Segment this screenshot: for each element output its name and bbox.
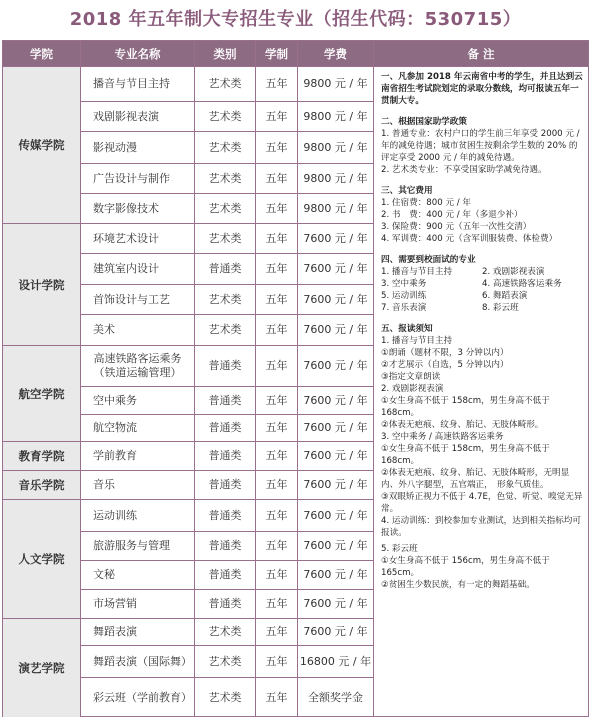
cell-major: 学前教育: [81, 442, 195, 471]
cell-duration: 五年: [256, 532, 298, 561]
cell-duration: 五年: [256, 194, 298, 224]
cell-duration: 五年: [256, 678, 298, 717]
cell-fee: 7600 元 / 年: [298, 254, 374, 285]
notes-item: ①女生身高不低于 156cm，男生身高不低于 165cm。: [381, 556, 550, 578]
cell-category: 普通类: [195, 500, 256, 532]
cell-major: 空中乘务: [81, 387, 195, 415]
notes-item: ②才艺展示（自选，5 分钟以内）: [381, 360, 509, 370]
cell-fee: 7600 元 / 年: [298, 442, 374, 471]
cell-fee: 7600 元 / 年: [298, 285, 374, 315]
cell-duration: 五年: [256, 254, 298, 285]
notes-item: 1. 住宿费：800 元 / 年: [381, 198, 471, 208]
cell-category: 艺术类: [195, 224, 256, 254]
cell-duration: 五年: [256, 224, 298, 254]
cell-duration: 五年: [256, 164, 298, 194]
notes-item: 5. 运动训练: [381, 291, 427, 301]
cell-major: 音乐: [81, 471, 195, 500]
notes-item: 2. 书 费：400 元 / 年（多退少补）: [381, 210, 523, 220]
cell-major: [81, 346, 195, 387]
cell-fee: 7600 元 / 年: [298, 387, 374, 415]
notes-section-3-title: 三、其它费用: [381, 186, 433, 196]
cell-major: 市场营销: [81, 590, 195, 619]
cell-major: 影视动漫: [81, 132, 195, 164]
cell-fee: 7600 元 / 年: [298, 532, 374, 561]
notes-section-4-title: 四、需要到校面试的专业: [381, 255, 476, 265]
cell-fee: 7600 元 / 年: [298, 315, 374, 346]
cell-fee: 9800 元 / 年: [298, 67, 374, 102]
cell-duration: 五年: [256, 102, 298, 132]
cell-duration: 五年: [256, 387, 298, 415]
cell-major: 建筑室内设计: [81, 254, 195, 285]
notes-panel: [375, 67, 588, 717]
notes-item: 7. 音乐表演: [381, 303, 427, 313]
cell-category: 普通类: [195, 415, 256, 442]
notes-item: 1. 播音与节目主持: [381, 336, 453, 346]
header-notes: 备 注: [374, 41, 588, 67]
notes-item: 2. 艺术类专业：不享受国家助学减免待遇。: [381, 165, 547, 175]
cell-fee: 7600 元 / 年: [298, 590, 374, 619]
cell-duration: 五年: [256, 132, 298, 164]
notes-section-5-title: 五、报读须知: [381, 324, 433, 334]
notes-item: 1. 普通专业：农村户口的学生前三年享受 2000 元 / 年的减免待遇；城市贫困生按剩余学生数的 20% 的评定享受 2000 元 / 年的减免待遇。: [381, 129, 580, 163]
cell-major: 运动训练: [81, 500, 195, 532]
cell-fee: 9800 元 / 年: [298, 194, 374, 224]
header-major: 专业名称: [81, 41, 195, 67]
cell-major: 美术: [81, 315, 195, 346]
cell-major: 舞蹈表演: [81, 619, 195, 646]
cell-fee: 7600 元 / 年: [298, 471, 374, 500]
notes-item: 1. 播音与节目主持: [381, 267, 453, 277]
cell-duration: 五年: [256, 442, 298, 471]
notes-item: 3. 空中乘务: [381, 279, 427, 289]
header-duration: 学制: [256, 41, 298, 67]
cell-duration: 五年: [256, 285, 298, 315]
cell-fee: 全额奖学金: [298, 678, 374, 717]
college-education: 教育学院: [3, 442, 81, 471]
admissions-table: [2, 40, 589, 717]
cell-category: 艺术类: [195, 164, 256, 194]
cell-category: 艺术类: [195, 132, 256, 164]
notes-item: ②体表无疤痕、纹身、胎记、无肢体畸形。: [381, 420, 544, 430]
cell-major: 航空物流: [81, 415, 195, 442]
cell-fee: 9800 元 / 年: [298, 164, 374, 194]
notes-item: ①朗诵（题材不限，3 分钟以内）: [381, 348, 509, 358]
cell-fee: 7600 元 / 年: [298, 500, 374, 532]
college-aviation: 航空学院: [3, 346, 81, 442]
notes-item: 3. 空中乘务 / 高速铁路客运乘务: [381, 432, 504, 442]
cell-category: 普通类: [195, 442, 256, 471]
cell-category: 艺术类: [195, 619, 256, 646]
cell-category: 艺术类: [195, 678, 256, 717]
cell-major: 旅游服务与管理: [81, 532, 195, 561]
cell-fee: 9800 元 / 年: [298, 102, 374, 132]
cell-duration: 五年: [256, 346, 298, 387]
cell-major: 环境艺术设计: [81, 224, 195, 254]
cell-fee: 16800 元 / 年: [298, 646, 374, 678]
page-title: 2018 年五年制大专招生专业（招生代码：530715）: [69, 9, 522, 30]
notes-item: ②体表无疤痕、纹身、胎记、无肢体畸形，无明显内、外八字腿型，五官端正， 形象气质佳。: [381, 468, 570, 490]
notes-item: 8. 彩云班: [482, 303, 519, 313]
cell-major: 戏剧影视表演: [81, 102, 195, 132]
cell-major: 数字影像技术: [81, 194, 195, 224]
cell-category: 艺术类: [195, 194, 256, 224]
college-media: 传媒学院: [3, 67, 81, 224]
college-performing-arts: 演艺学院: [3, 619, 81, 717]
cell-fee: 7600 元 / 年: [298, 415, 374, 442]
cell-fee: 7600 元 / 年: [298, 561, 374, 590]
cell-category: 普通类: [195, 346, 256, 387]
cell-category: 普通类: [195, 561, 256, 590]
header-category: 类别: [195, 41, 256, 67]
cell-category: 艺术类: [195, 285, 256, 315]
cell-major: 播音与节目主持: [81, 67, 195, 102]
header-college: 学院: [3, 41, 81, 67]
notes-item: ②贫困生少数民族，有一定的舞蹈基础。: [381, 580, 535, 590]
cell-category: 艺术类: [195, 102, 256, 132]
cell-duration: 五年: [256, 646, 298, 678]
cell-fee: 9800 元 / 年: [298, 132, 374, 164]
notes-item: ③双眼矫正视力不低于 4.7E，色觉、听觉、嗅觉无异常。: [381, 492, 583, 514]
cell-major: 首饰设计与工艺: [81, 285, 195, 315]
notes-item: 4. 高速铁路客运乘务: [482, 279, 562, 289]
cell-duration: 五年: [256, 315, 298, 346]
cell-major: 广告设计与制作: [81, 164, 195, 194]
notes-item: 4. 军训费：400 元（含军训服装费、体检费）: [381, 234, 558, 244]
cell-category: 普通类: [195, 471, 256, 500]
cell-category: 普通类: [195, 387, 256, 415]
notes-item: 2. 戏剧影视表演: [482, 267, 545, 277]
notes-item: ①女生身高不低于 158cm，男生身高不低于 168cm。: [381, 396, 550, 418]
cell-category: 普通类: [195, 590, 256, 619]
cell-major: 文秘: [81, 561, 195, 590]
cell-duration: 五年: [256, 471, 298, 500]
notes-item: 6. 舞蹈表演: [482, 291, 528, 301]
cell-duration: 五年: [256, 619, 298, 646]
cell-duration: 五年: [256, 415, 298, 442]
notes-item: 4. 运动训练：到校参加专业测试，达到相关指标均可报读。: [381, 516, 581, 538]
cell-fee: 7600 元 / 年: [298, 224, 374, 254]
notes-section-2-title: 二、根据国家助学政策: [381, 117, 467, 127]
cell-duration: 五年: [256, 500, 298, 532]
notes-section-1: 一、凡参加 2018 年云南省中考的学生，并且达到云南省招生考试院划定的录取分数线，均可报读五年一贯制大专。: [381, 72, 583, 106]
notes-item: 2. 戏剧影视表演: [381, 384, 444, 394]
cell-category: 普通类: [195, 254, 256, 285]
college-music: 音乐学院: [3, 471, 81, 500]
cell-category: 艺术类: [195, 646, 256, 678]
cell-category: 艺术类: [195, 315, 256, 346]
header-fee: 学费: [298, 41, 374, 67]
college-humanities: 人文学院: [3, 500, 81, 619]
cell-major-line1: 高速铁路客运乘务: [93, 352, 182, 365]
college-design: 设计学院: [3, 224, 81, 346]
cell-category: 艺术类: [195, 67, 256, 102]
notes-item: ③指定文章朗读: [381, 372, 441, 382]
cell-duration: 五年: [256, 561, 298, 590]
cell-major-line2: （铁道运输管理）: [93, 366, 182, 379]
notes-item: 3. 保险费：900 元（五年一次性交清）: [381, 222, 532, 232]
cell-major: 舞蹈表演（国际舞）: [81, 646, 195, 678]
cell-fee: 7600 元 / 年: [298, 619, 374, 646]
cell-duration: 五年: [256, 67, 298, 102]
notes-item: 5. 彩云班: [381, 544, 418, 554]
notes-item: ①女生身高不低于 158cm，男生身高不低于 168cm。: [381, 444, 550, 466]
cell-major: 彩云班（学前教育）: [81, 678, 195, 717]
cell-category: 普通类: [195, 532, 256, 561]
cell-duration: 五年: [256, 590, 298, 619]
cell-fee: 7600 元 / 年: [298, 346, 374, 387]
